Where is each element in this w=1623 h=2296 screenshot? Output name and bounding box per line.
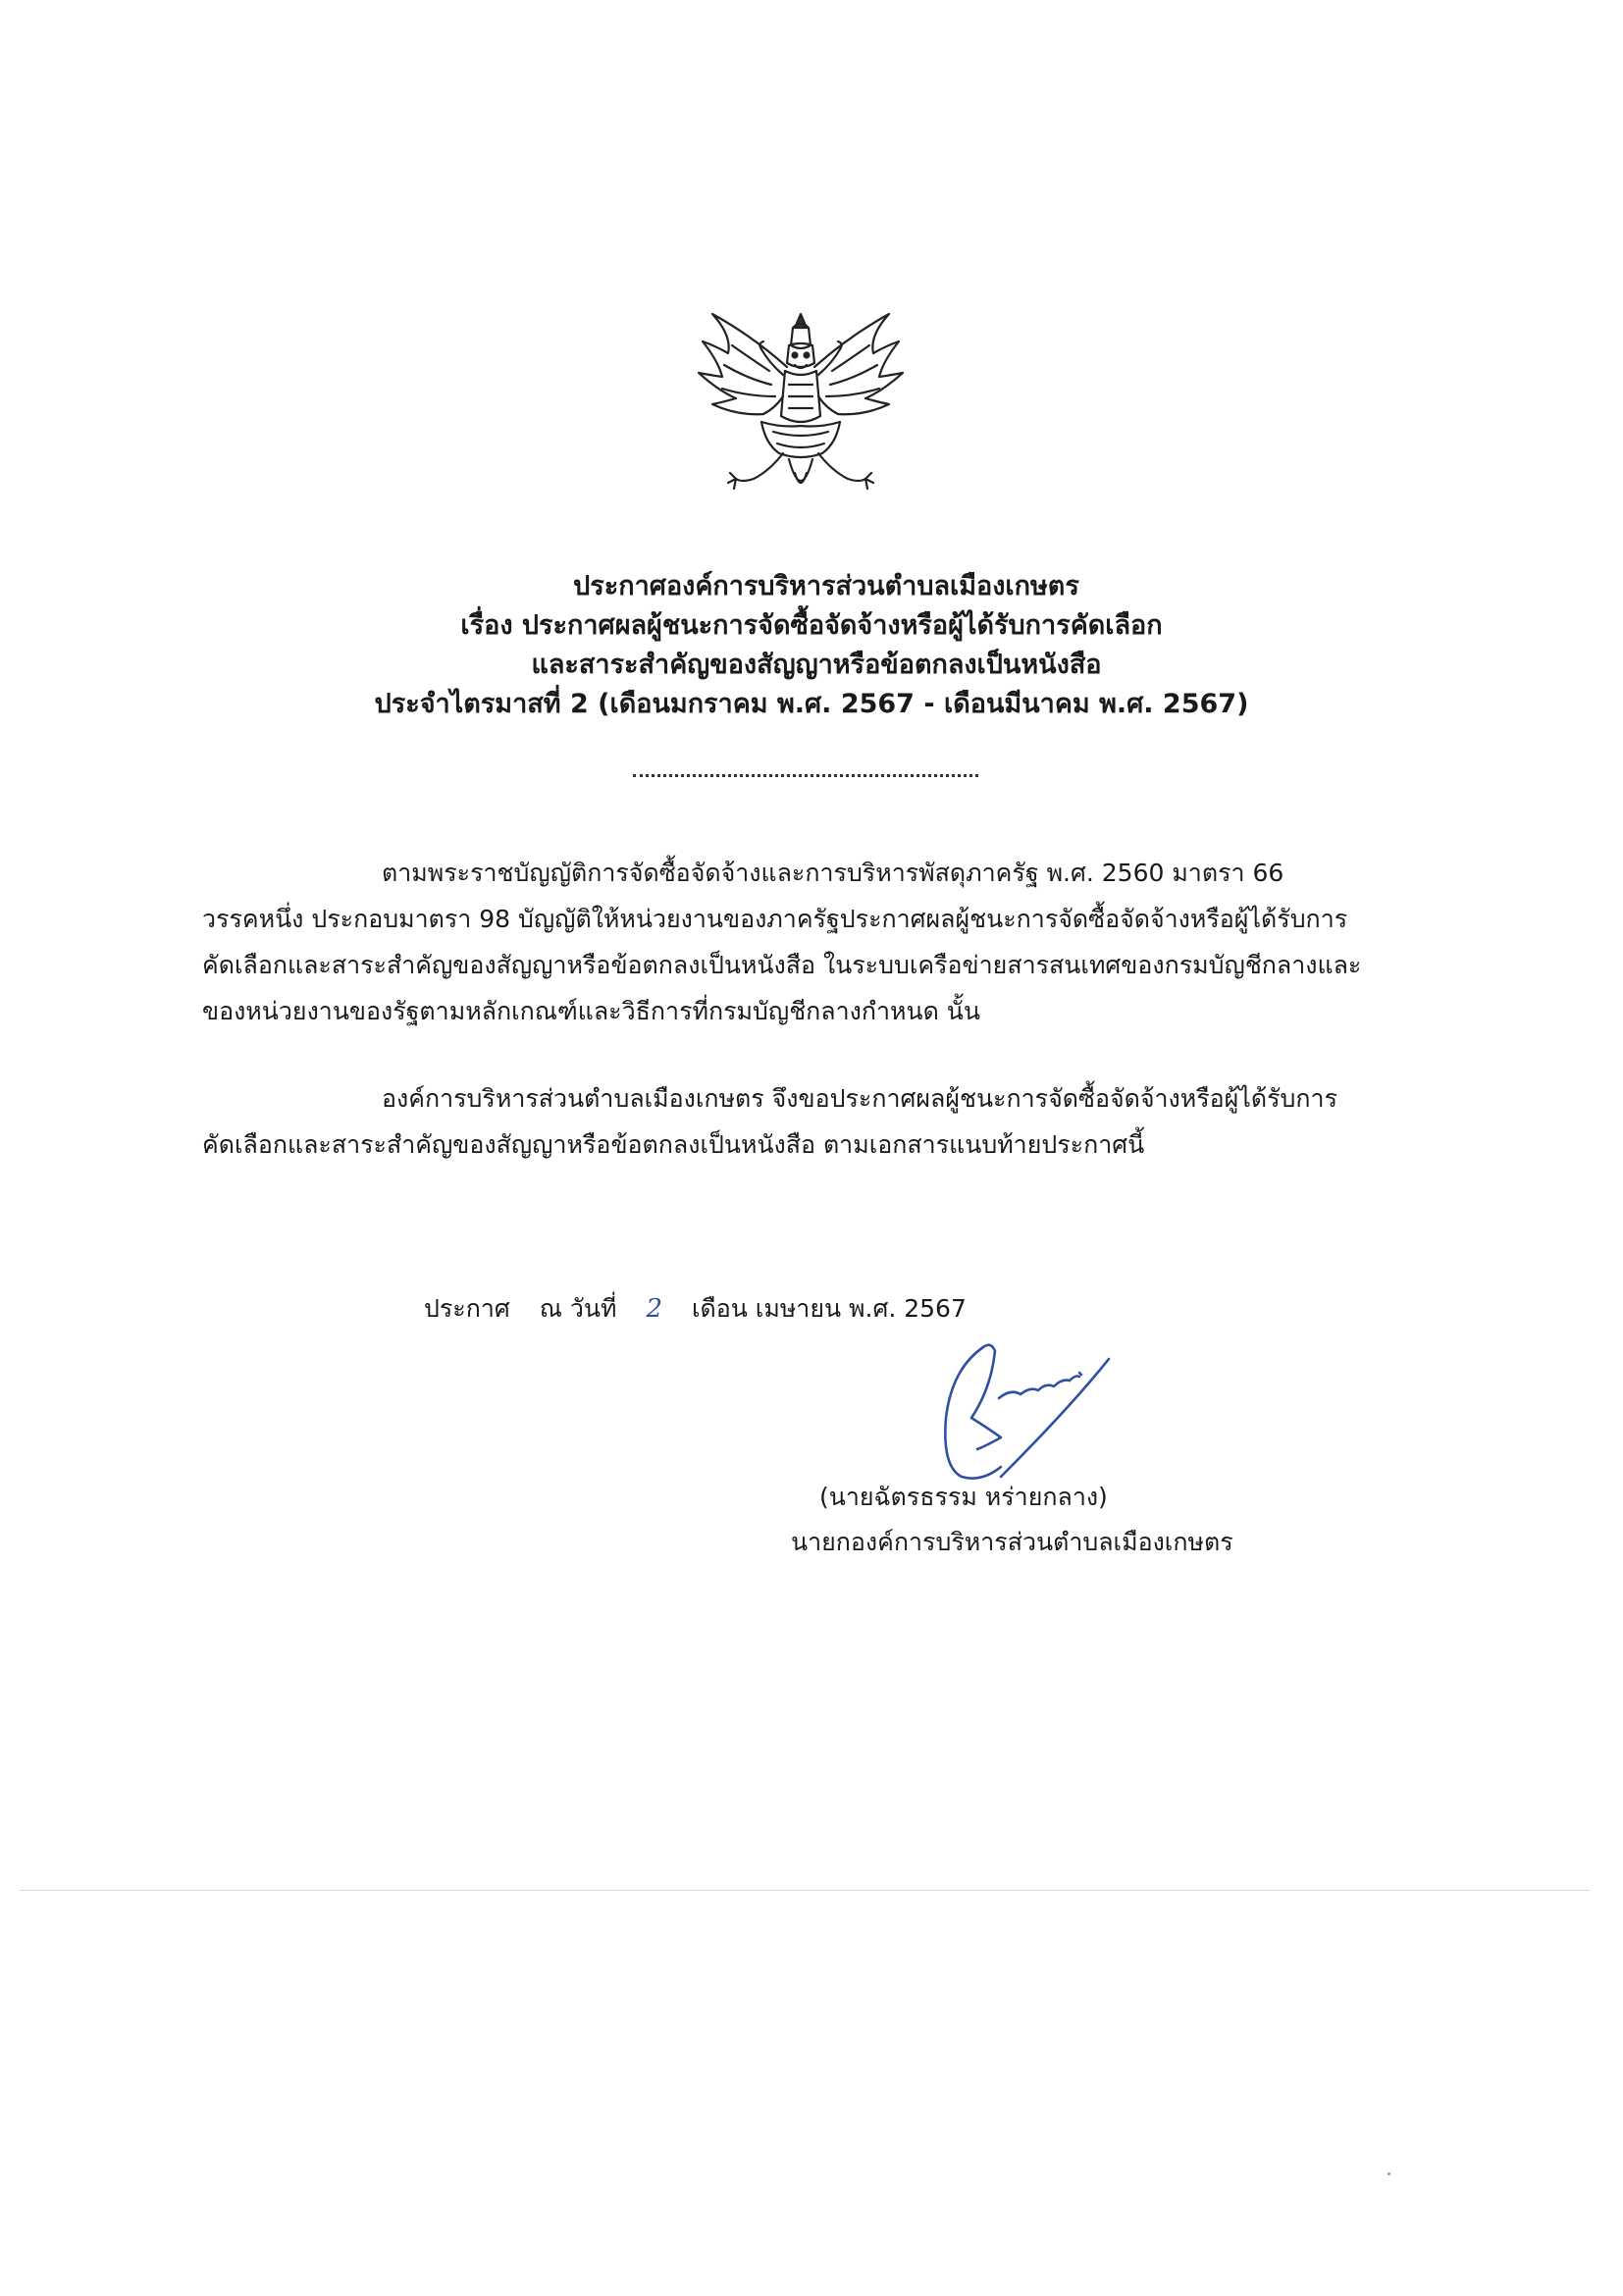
date-day-label: วันที่ (569, 1294, 617, 1323)
date-day-value: 2 (646, 1294, 662, 1324)
date-month-label: เดือน (691, 1294, 748, 1323)
date-at-label: ณ (539, 1294, 562, 1323)
paragraph-line: คัดเลือกและสาระสำคัญของสัญญาหรือข้อตกลงเป็นหนังสือ ในระบบเครือข่ายสารสนเทศของกรมบัญชีกลางและ (202, 951, 1362, 979)
scan-speck (1387, 2172, 1390, 2175)
date-year-label: พ.ศ. (849, 1294, 897, 1323)
date-month-value: เมษายน (755, 1294, 842, 1323)
title-line-3: และสาระสำคัญของสัญญาหรือข้อตกลงเป็นหนังสือ (531, 650, 1102, 680)
body-paragraph-2 (202, 1075, 1401, 1168)
announcement-date (424, 1289, 967, 1329)
paragraph-line: ของหน่วยงานของรัฐตามหลักเกณฑ์และวิธีการที่กรมบัญชีกลางกำหนด นั้น (202, 997, 980, 1025)
signer-position: นายกองค์การบริหารส่วนตำบลเมืองเกษตร (791, 1528, 1233, 1556)
title-line-4: ประจำไตรมาสที่ 2 (เดือนมกราคม พ.ศ. 2567 - เดือนมีนาคม พ.ศ. 2567) (374, 689, 1249, 719)
signer-name: (นายฉัตรธรรม หร่ายกลาง) (819, 1483, 1108, 1511)
paragraph-line: ตามพระราชบัญญัติการจัดซื้อจัดจ้างและการบริหารพัสดุภาครัฐ พ.ศ. 2560 มาตรา 66 (382, 859, 1284, 887)
paragraph-line: คัดเลือกและสาระสำคัญของสัญญาหรือข้อตกลงเป็นหนังสือ ตามเอกสารแนบท้ายประกาศนี้ (202, 1130, 1145, 1159)
dotted-separator (633, 774, 978, 777)
garuda-emblem-icon (693, 306, 909, 517)
date-year-value: 2567 (904, 1294, 967, 1323)
announcement-title (0, 567, 1623, 724)
title-line-2: เรื่อง ประกาศผลผู้ชนะการจัดซื้อจัดจ้างหรือผู้ได้รับการคัดเลือก (460, 610, 1163, 641)
body-paragraph-1 (202, 850, 1401, 1034)
date-announce-label: ประกาศ (424, 1294, 510, 1323)
paragraph-line: องค์การบริหารส่วนตำบลเมืองเกษตร จึงขอประกาศผลผู้ชนะการจัดซื้อจัดจ้างหรือผู้ได้รับการ (382, 1084, 1338, 1113)
page-divider (20, 1890, 1590, 1891)
title-line-1: ประกาศองค์การบริหารส่วนตำบลเมืองเกษตร (573, 571, 1079, 601)
paragraph-line: วรรคหนึ่ง ประกอบมาตรา 98 บัญญัติให้หน่วยงานของภาครัฐประกาศผลผู้ชนะการจัดซื้อจัดจ้างหรือผู้ได้รับการ (202, 905, 1348, 933)
